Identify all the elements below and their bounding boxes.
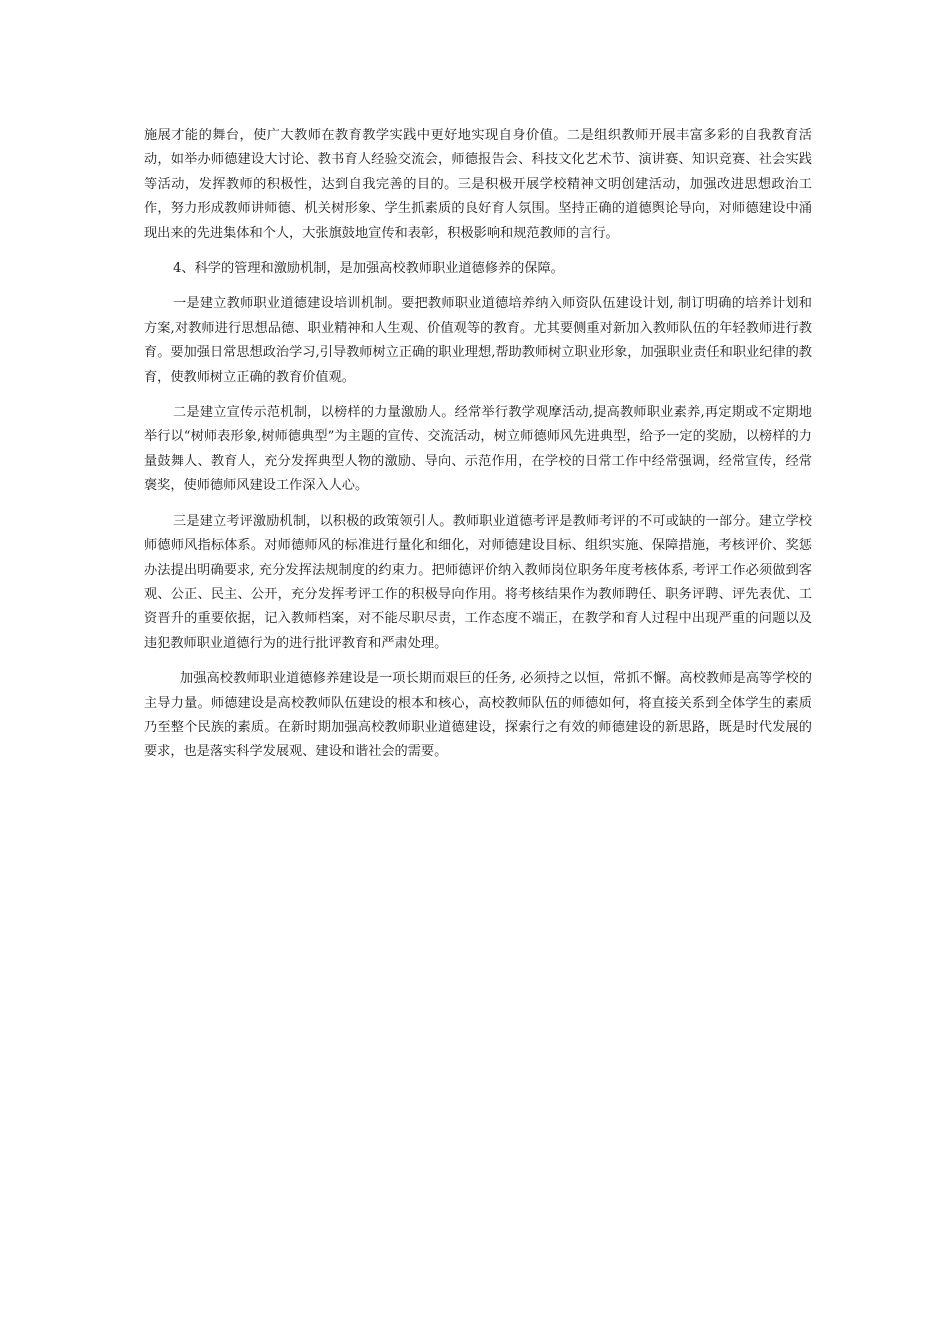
paragraph-conclusion: 加强高校教师职业道德修养建设是一项长期而艰巨的任务, 必须持之以恒，常抓不懈。高校教师是高等学校的主导力量。师德建设是高校教师队伍建设的根本和核心，高校教师队伍的师德如何，将直接关系到全体学生的素质乃至整个民族的素质。在新时期加强高校教师职业道德建设，探索行之有效的师德建设的新思路，既是时代发展的要求，也是落实科学发展观、建设和谐社会的需要。: [144, 671, 812, 760]
paragraph-section-heading: 4、科学的管理和激励机制，是加强高校教师职业道德修养的保障。: [173, 261, 564, 277]
paragraph-evaluation-mechanism: 三是建立考评激励机制，以积极的政策领引人。教师职业道德考评是教师考评的不可或缺的一部分。建立学校师德师风指标体系。对师德师风的标准进行量化和细化，对师德建设目标、组织实施、保障措施，考核评价、奖惩办法提出明确要求, 充分发挥法规制度的约束力。把师德评价纳入教师岗位职务年度考核体系, 考评工作必须做到客观、公正、民主、公开，充分发挥考评工作的积极导向作用。将考核结果作为教师聘任、职务评聘、评先表优、工资晋升的重要依据，记入教师档案，对不能尽职尽责，工作态度不端正，在教学和育人过程中出现严重的问题以及违犯教师职业道德行为的进行批评教育和严肃处理。: [144, 513, 812, 651]
document-body: [144, 124, 812, 776]
paragraph-training-mechanism: 一是建立教师职业道德建设培训机制。要把教师职业道德培养纳入师资队伍建设计划, 制订明确的培养计划和方案,对教师进行思想品德、职业精神和人生观、价值观等的教育。尤其要侧重对新加入教师队伍的年轻教师进行教育。要加强日常思想政治学习,引导教师树立正确的职业理想,帮助教师树立职业形象，加强职业责任和职业纪律的教育，使教师树立正确的教育价值观。: [144, 296, 812, 385]
paragraph-demonstration-mechanism: 二是建立宣传示范机制，以榜样的力量激励人。经常举行教学观摩活动,提高教师职业素养,再定期或不定期地举行以“树师表形象,树师德典型”为主题的宣传、交流活动，树立师德师风先进典型，给予一定的奖励，以榜样的力量鼓舞人、教育人，充分发挥典型人物的激励、导向、示范作用，在学校的日常工作中经常强调，经常宣传，经常褒奖，使师德师风建设工作深入人心。: [144, 405, 812, 494]
paragraph-continuation: 施展才能的舞台，使广大教师在教育教学实践中更好地实现自身价值。二是组织教师开展丰富多彩的自我教育活动，如举办师德建设大讨论、教书育人经验交流会，师德报告会、科技文化艺术节、演讲赛、知识竞赛、社会实践等活动，发挥教师的积极性，达到自我完善的目的。三是积极开展学校精神文明创建活动，加强改进思想政治工作，努力形成教师讲师德、机关树形象、学生抓素质的良好育人氛围。坚持正确的道德舆论导向，对师德建设中涌现出来的先进集体和个人，大张旗鼓地宣传和表彰，积极影响和规范教师的言行。: [144, 128, 812, 241]
